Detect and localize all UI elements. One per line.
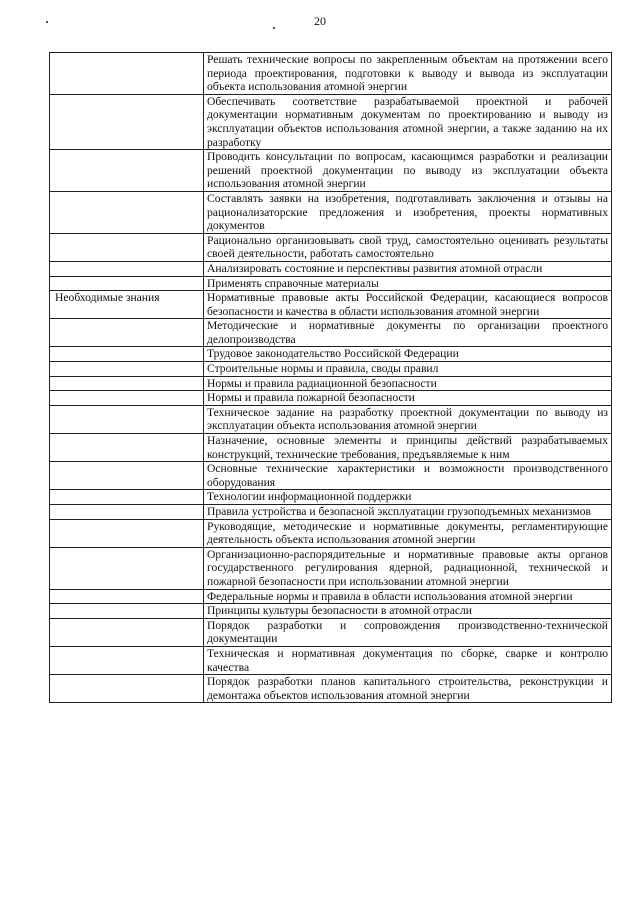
label-cell: [50, 291, 204, 319]
label-cell: [50, 233, 204, 261]
label-cell: [50, 362, 204, 377]
skill-row: [50, 261, 612, 276]
knowledge-row: [50, 589, 612, 604]
knowledge-row: [50, 347, 612, 362]
requirement-text: Принципы культуры безопасности в атомной отрасли: [204, 604, 612, 619]
knowledge-row: [50, 291, 612, 319]
label-cell: [50, 191, 204, 233]
knowledge-row: [50, 362, 612, 377]
label-cell: [50, 505, 204, 520]
requirement-text: Решать технические вопросы по закрепленным объектам на протяжении всего периода проектирования, подготовки к выводу и вывода из эксплуатации объекта использования атомной энергии: [204, 53, 612, 95]
skill-row: [50, 276, 612, 291]
scan-speck: [273, 27, 275, 29]
label-cell: [50, 150, 204, 192]
requirement-text: Обеспечивать соответствие разрабатываемой проектной и рабочей документации нормативным документам по проектированию и выводу из эксплуатации объектов использования атомной энергии, а также заданию на их разработку: [204, 94, 612, 149]
requirement-text: Нормы и правила радиационной безопасности: [204, 376, 612, 391]
knowledge-row: [50, 505, 612, 520]
requirement-text: Строительные нормы и правила, своды правил: [204, 362, 612, 377]
skill-row: [50, 233, 612, 261]
label-cell: [50, 53, 204, 95]
label-cell: [50, 589, 204, 604]
requirement-text: Порядок разработки планов капитального строительства, реконструкции и демонтажа объектов использования атомной энергии: [204, 675, 612, 703]
requirements-table: [49, 52, 612, 703]
knowledge-row: [50, 462, 612, 490]
label-cell: [50, 376, 204, 391]
label-cell: [50, 547, 204, 589]
label-cell: [50, 405, 204, 433]
knowledge-row: [50, 618, 612, 646]
label-cell: [50, 519, 204, 547]
label-cell: [50, 675, 204, 703]
label-cell: [50, 261, 204, 276]
knowledge-row: [50, 319, 612, 347]
label-cell: [50, 319, 204, 347]
page-number: 20: [314, 14, 326, 28]
label-cell: [50, 490, 204, 505]
requirement-text: Правила устройства и безопасной эксплуатации грузоподъемных механизмов: [204, 505, 612, 520]
label-cell: [50, 94, 204, 149]
label-cell: [50, 347, 204, 362]
knowledge-row: [50, 490, 612, 505]
skill-row: [50, 191, 612, 233]
knowledge-row: [50, 547, 612, 589]
requirement-text: Организационно-распорядительные и нормативные правовые акты органов государственного регулирования ядерной, радиационной, технической и пожарной безопасности при использовании атомной энергии: [204, 547, 612, 589]
skill-row: [50, 150, 612, 192]
requirement-text: Федеральные нормы и правила в области использования атомной энергии: [204, 589, 612, 604]
requirement-text: Методические и нормативные документы по организации проектного делопроизводства: [204, 319, 612, 347]
knowledge-row: [50, 675, 612, 703]
label-cell: [50, 462, 204, 490]
requirement-text: Трудовое законодательство Российской Федерации: [204, 347, 612, 362]
skill-row: [50, 53, 612, 95]
label-cell: [50, 604, 204, 619]
knowledge-row: [50, 405, 612, 433]
label-cell: [50, 276, 204, 291]
requirement-text: Основные технические характеристики и возможности производственного оборудования: [204, 462, 612, 490]
scan-speck: [46, 21, 48, 23]
requirement-text: Проводить консультации по вопросам, касающимся разработки и реализации решений проектной документации по выводу из эксплуатации объекта использования атомной энергии: [204, 150, 612, 192]
requirement-text: Анализировать состояние и перспективы развития атомной отрасли: [204, 261, 612, 276]
requirement-text: Руководящие, методические и нормативные документы, регламентирующие деятельность объекта использования атомной энергии: [204, 519, 612, 547]
requirement-text: Нормативные правовые акты Российской Федерации, касающиеся вопросов безопасности и качества в области использования атомной энергии: [204, 291, 612, 319]
requirement-text: Применять справочные материалы: [204, 276, 612, 291]
section-label: Необходимые знания: [55, 291, 160, 305]
requirement-text: Назначение, основные элементы и принципы действий разрабатываемых конструкций, технические требования, предъявляемые к ним: [204, 434, 612, 462]
knowledge-row: [50, 646, 612, 674]
knowledge-row: [50, 434, 612, 462]
skill-row: [50, 94, 612, 149]
requirement-text: Нормы и правила пожарной безопасности: [204, 391, 612, 406]
label-cell: [50, 391, 204, 406]
knowledge-row: [50, 376, 612, 391]
requirement-text: Порядок разработки и сопровождения производственно-технической документации: [204, 618, 612, 646]
knowledge-row: [50, 604, 612, 619]
requirements-table-body: [50, 53, 612, 703]
label-cell: [50, 618, 204, 646]
knowledge-row: [50, 519, 612, 547]
label-cell: [50, 646, 204, 674]
requirement-text: Техническая и нормативная документация по сборке, сварке и контролю качества: [204, 646, 612, 674]
knowledge-row: [50, 391, 612, 406]
requirement-text: Техническое задание на разработку проектной документации по выводу из эксплуатации объекта использования атомной энергии: [204, 405, 612, 433]
requirement-text: Составлять заявки на изобретения, подготавливать заключения и отзывы на рационализаторские предложения и изобретения, проекты нормативных документов: [204, 191, 612, 233]
label-cell: [50, 434, 204, 462]
requirement-text: Рационально организовывать свой труд, самостоятельно оценивать результаты своей деятельности, работать самостоятельно: [204, 233, 612, 261]
requirement-text: Технологии информационной поддержки: [204, 490, 612, 505]
